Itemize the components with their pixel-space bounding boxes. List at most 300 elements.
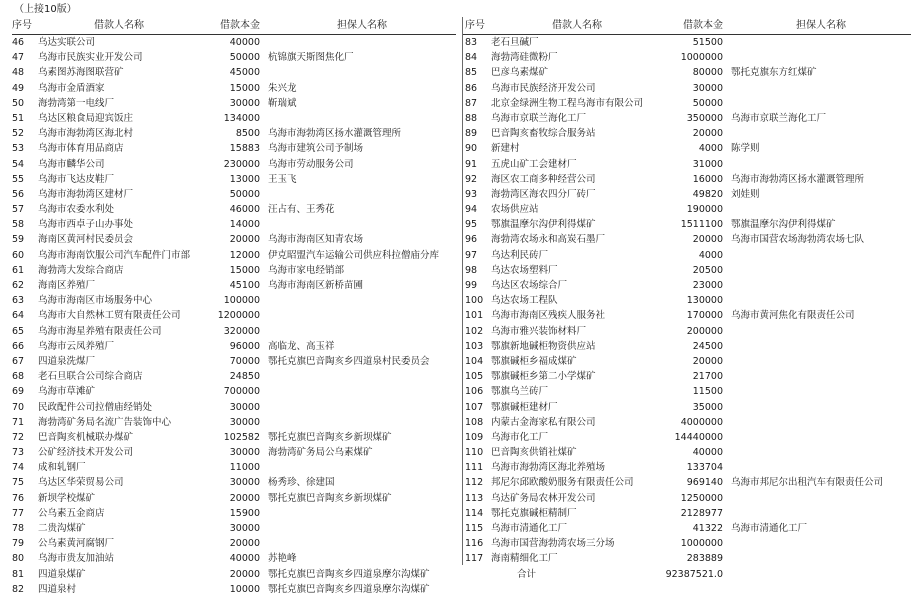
table-row	[463, 415, 911, 430]
left-table-body	[12, 35, 456, 597]
row-no: 88	[465, 112, 478, 124]
loan-amount: 49820	[692, 188, 723, 200]
table-row	[463, 293, 911, 308]
borrower-name: 民政配件公司拉僧庙经销处	[38, 401, 153, 413]
header-name: 借款人名称	[94, 20, 144, 31]
borrower-name: 乌海市清通化工厂	[491, 523, 568, 534]
row-no: 53	[12, 143, 25, 155]
table-row	[463, 111, 911, 126]
borrower-name: 乌达区粮食局迎宾饭庄	[38, 112, 134, 124]
guarantor-name	[262, 369, 456, 384]
guarantor-name	[725, 460, 911, 475]
header-amount: 借款本金	[683, 20, 723, 31]
right-table	[462, 17, 911, 580]
loan-amount: 20000	[692, 234, 723, 246]
loan-amount: 190000	[686, 204, 723, 216]
borrower-name: 乌达区华荣贸易公司	[38, 477, 124, 489]
table-row	[463, 324, 911, 339]
guarantor-name	[725, 536, 911, 551]
borrower-name: 海区农工商多种经营公司	[491, 173, 596, 185]
loan-amount: 700000	[223, 386, 260, 398]
borrower-name: 四道泉村	[38, 583, 77, 595]
guarantor-name: 伊克昭盟汽车运输公司供应科拉僧庙分库	[268, 249, 440, 261]
row-no: 102	[465, 325, 484, 337]
loan-amount: 20000	[229, 492, 260, 504]
guarantor-name	[725, 430, 911, 445]
row-no: 104	[465, 355, 484, 367]
guarantor-name	[262, 293, 456, 308]
borrower-name: 公乌素黄河腐钢厂	[38, 538, 115, 550]
guarantor-name: 汪占有、王秀花	[268, 204, 335, 216]
loan-amount: 96000	[229, 340, 260, 352]
loan-amount: 8500	[235, 128, 260, 140]
row-no: 105	[465, 371, 484, 383]
guarantor-name	[262, 111, 456, 126]
borrower-name: 鄂旗碱柜乡第二小学煤矿	[491, 371, 596, 383]
borrower-name: 乌海市草滩矿	[38, 386, 96, 398]
table-row	[463, 445, 911, 460]
guarantor-name	[725, 50, 911, 65]
loan-amount: 134000	[223, 112, 260, 124]
guarantor-name: 杨秀珍、徐建国	[268, 477, 335, 489]
guarantor-name	[725, 157, 911, 172]
guarantor-name	[725, 354, 911, 369]
borrower-name: 鄂旗温摩尔沟伊利得煤矿	[491, 219, 596, 231]
table-row	[463, 460, 911, 475]
table-row	[463, 475, 911, 490]
loan-amount: 14000	[229, 219, 260, 231]
guarantor-name: 陈学则	[731, 143, 760, 155]
loan-amount: 200000	[686, 325, 723, 337]
loan-amount: 12000	[229, 249, 260, 261]
row-no: 83	[465, 37, 478, 48]
borrower-name: 农场供应站	[491, 204, 539, 216]
guarantor-name: 高临龙、高玉祥	[268, 340, 335, 352]
guarantor-name: 鄂托克旗巴音陶亥乡四道泉村民委员会	[268, 355, 430, 367]
row-no: 85	[465, 67, 478, 79]
row-no: 77	[12, 507, 25, 519]
table-row	[463, 308, 911, 323]
guarantor-name	[725, 35, 911, 50]
loan-amount: 2128977	[680, 507, 723, 519]
guarantor-name	[262, 384, 456, 399]
table-row	[12, 35, 456, 50]
loan-amount: 230000	[223, 158, 260, 170]
borrower-name: 乌海市化工厂	[491, 431, 549, 443]
right-table-header	[463, 17, 911, 35]
borrower-name: 巴音陶亥供销社煤矿	[491, 447, 577, 459]
borrower-name: 老石旦碱厂	[491, 37, 539, 48]
row-no: 81	[12, 568, 25, 580]
loan-amount: 70000	[229, 355, 260, 367]
loan-amount: 31000	[692, 158, 723, 170]
borrower-name: 乌海市西卓子山办事处	[38, 219, 134, 231]
row-no: 114	[465, 507, 484, 519]
row-no: 50	[12, 97, 25, 109]
borrower-name: 四道泉洗煤厂	[38, 355, 96, 367]
guarantor-name: 鄂托克旗巴音陶亥乡新坝煤矿	[268, 492, 392, 504]
borrower-name: 邦尼尔邱欧酸奶服务有限责任公司	[491, 477, 634, 489]
table-row	[463, 536, 911, 551]
row-no: 106	[465, 386, 484, 398]
table-row	[12, 263, 456, 278]
borrower-name: 鄂旗新地碱柜物资供应站	[491, 340, 596, 352]
table-row	[463, 521, 911, 536]
guarantor-name	[262, 217, 456, 232]
borrower-name: 乌达利民砖厂	[491, 249, 549, 261]
loan-amount: 51500	[692, 37, 723, 48]
loan-amount: 45000	[229, 67, 260, 79]
guarantor-name: 乌海市海南区知青农场	[268, 234, 364, 246]
borrower-name: 乌海市云凤养殖厂	[38, 340, 115, 352]
row-no: 61	[12, 264, 25, 276]
row-no: 103	[465, 340, 484, 352]
row-no: 75	[12, 477, 25, 489]
total-label: 合计	[517, 568, 537, 580]
loan-amount: 30000	[692, 82, 723, 94]
guarantor-name	[262, 400, 456, 415]
loan-amount: 30000	[229, 447, 260, 459]
borrower-name: 海勃湾农场永和高炭石墨厂	[491, 234, 606, 246]
borrower-name: 乌达实联公司	[38, 37, 96, 48]
borrower-name: 海勃湾硅微粉厂	[491, 52, 558, 64]
guarantor-name	[725, 551, 911, 566]
row-no: 72	[12, 431, 25, 443]
table-row	[463, 187, 911, 202]
borrower-name: 海勃湾区海农四分厂砖厂	[491, 188, 596, 200]
borrower-name: 乌海市海南区市场服务中心	[38, 295, 153, 307]
loan-amount: 20000	[229, 234, 260, 246]
table-row	[463, 157, 911, 172]
loan-amount: 320000	[223, 325, 260, 337]
table-row	[463, 430, 911, 445]
table-row	[12, 460, 456, 475]
loan-amount: 24850	[229, 371, 260, 383]
row-no: 90	[465, 143, 478, 155]
table-row	[463, 400, 911, 415]
borrower-name: 乌海市海勃湾区海北养殖场	[491, 462, 606, 474]
loan-amount: 133704	[686, 462, 723, 474]
guarantor-name: 靳瑞斌	[268, 97, 297, 109]
guarantor-name	[262, 521, 456, 536]
loan-amount: 350000	[686, 112, 723, 124]
loan-amount: 20000	[229, 568, 260, 580]
table-row	[463, 263, 911, 278]
borrower-name: 乌达区农场综合厂	[491, 280, 568, 291]
row-no: 86	[465, 82, 478, 94]
borrower-name: 鄂旗碱柜乡福成煤矿	[491, 355, 577, 367]
table-row	[12, 81, 456, 96]
loan-amount: 1511100	[680, 219, 723, 231]
row-no: 47	[12, 52, 25, 64]
loan-amount: 50000	[229, 188, 260, 200]
loan-amount: 13000	[229, 173, 260, 185]
borrower-name: 老石旦联合公司综合商店	[38, 371, 143, 383]
row-no: 87	[465, 97, 478, 109]
guarantor-name	[725, 248, 911, 263]
table-row	[463, 339, 911, 354]
row-no: 65	[12, 325, 25, 337]
loan-amount: 1000000	[680, 538, 723, 550]
loan-amount: 30000	[229, 97, 260, 109]
loan-amount: 41322	[692, 523, 723, 534]
table-row	[463, 65, 911, 80]
loan-amount: 4000	[698, 249, 723, 261]
loan-amount: 35000	[692, 401, 723, 413]
guarantor-name	[725, 263, 911, 278]
guarantor-name: 刘娃则	[731, 188, 760, 200]
loan-amount: 20000	[692, 128, 723, 140]
borrower-name: 乌海市金盾酒家	[38, 82, 105, 94]
borrower-name: 成和轧钢厂	[38, 462, 86, 474]
row-no: 89	[465, 128, 478, 140]
loan-amount: 50000	[692, 97, 723, 109]
guarantor-name: 乌海市海勃湾区扬水灌溉管理所	[268, 128, 402, 140]
borrower-name: 新坝学校煤矿	[38, 492, 96, 504]
borrower-name: 海勃湾第一电线厂	[38, 97, 115, 109]
guarantor-name	[262, 415, 456, 430]
table-row	[463, 506, 911, 521]
row-no: 92	[465, 173, 478, 185]
row-no: 93	[465, 188, 478, 200]
loan-amount: 11000	[229, 462, 260, 474]
loan-amount: 50000	[229, 52, 260, 64]
loan-amount: 15883	[229, 143, 260, 155]
borrower-name: 海勃湾矿务局名流广告装饰中心	[38, 416, 172, 428]
row-no: 111	[465, 462, 484, 474]
borrower-name: 乌海市体育用品商店	[38, 143, 124, 155]
borrower-name: 乌海市大自然林工贸有限责任公司	[38, 310, 181, 322]
guarantor-name: 鄂托克旗巴音陶亥乡四道泉摩尔沟煤矿	[268, 583, 430, 595]
borrower-name: 乌海市农委水利处	[38, 204, 115, 216]
row-no: 100	[465, 295, 484, 307]
table-row	[12, 400, 456, 415]
guarantor-name	[725, 400, 911, 415]
left-table-header	[12, 17, 456, 35]
table-row	[12, 96, 456, 111]
loan-amount: 170000	[686, 310, 723, 322]
row-no: 99	[465, 280, 478, 291]
table-row	[12, 384, 456, 399]
guarantor-name: 朱兴龙	[268, 82, 297, 94]
guarantor-name	[262, 308, 456, 323]
row-no: 62	[12, 280, 25, 291]
guarantor-name	[725, 369, 911, 384]
row-no: 79	[12, 538, 25, 550]
loan-amount: 40000	[692, 447, 723, 459]
loan-amount: 4000000	[680, 416, 723, 428]
table-row	[12, 324, 456, 339]
table-row	[463, 50, 911, 65]
loan-amount: 1000000	[680, 52, 723, 64]
guarantor-name	[725, 202, 911, 217]
row-no: 66	[12, 340, 25, 352]
row-no: 76	[12, 492, 25, 504]
table-row	[12, 187, 456, 202]
loan-amount: 1200000	[217, 310, 260, 322]
loan-amount: 30000	[229, 401, 260, 413]
table-row	[12, 308, 456, 323]
guarantor-name	[725, 324, 911, 339]
guarantor-name: 乌海市邦尼尔出租汽车有限责任公司	[731, 477, 884, 489]
guarantor-name	[725, 491, 911, 506]
row-no: 109	[465, 431, 484, 443]
loan-amount: 969140	[686, 477, 723, 489]
borrower-name: 乌海市民族实业开发公司	[38, 52, 143, 64]
borrower-name: 海南精细化工厂	[491, 553, 558, 565]
row-no: 98	[465, 264, 478, 276]
header-guarantor: 担保人名称	[796, 20, 846, 31]
borrower-name: 巴音陶亥畜牧综合服务站	[491, 128, 596, 140]
guarantor-name: 海勃湾矿务局公乌素煤矿	[268, 447, 373, 459]
table-row	[12, 157, 456, 172]
row-no: 48	[12, 67, 25, 79]
guarantor-name: 乌海市海南区新桥苗圃	[268, 280, 364, 291]
loan-amount: 24500	[692, 340, 723, 352]
loan-amount: 40000	[229, 553, 260, 565]
header-name: 借款人名称	[552, 20, 602, 31]
table-row	[12, 430, 456, 445]
table-row	[12, 248, 456, 263]
borrower-name: 乌海市民族经济开发公司	[491, 82, 596, 94]
borrower-name: 鄂旗乌兰砖厂	[491, 386, 549, 398]
loan-amount: 1250000	[680, 492, 723, 504]
table-row	[463, 384, 911, 399]
loan-amount: 30000	[229, 523, 260, 534]
table-row	[463, 278, 911, 293]
row-no: 59	[12, 234, 25, 246]
borrower-name: 乌达矿务局农林开发公司	[491, 492, 596, 504]
borrower-name: 公矿经济技术开发公司	[38, 447, 134, 459]
loan-amount: 100000	[223, 295, 260, 307]
row-no: 64	[12, 310, 25, 322]
row-no: 56	[12, 188, 25, 200]
row-no: 55	[12, 173, 25, 185]
row-no: 110	[465, 447, 484, 459]
row-no: 67	[12, 355, 25, 367]
guarantor-name: 乌海市劳动服务公司	[268, 158, 354, 170]
row-no: 52	[12, 128, 25, 140]
left-table	[12, 17, 456, 597]
row-no: 71	[12, 416, 25, 428]
total-row	[463, 567, 911, 582]
header-no: 序号	[465, 20, 485, 31]
table-row	[12, 506, 456, 521]
guarantor-name	[725, 293, 911, 308]
total-amount: 92387521.0	[665, 568, 723, 580]
table-row	[12, 521, 456, 536]
table-row	[12, 369, 456, 384]
guarantor-name	[725, 81, 911, 96]
table-row	[12, 339, 456, 354]
borrower-name: 公乌素五金商店	[38, 507, 105, 519]
borrower-name: 乌海市海星养殖有限责任公司	[38, 325, 162, 337]
borrower-name: 乌海市海勃湾区建材厂	[38, 188, 134, 200]
row-no: 58	[12, 219, 25, 231]
guarantor-name	[262, 536, 456, 551]
guarantor-name: 鄂托克旗巴音陶亥乡新坝煤矿	[268, 431, 392, 443]
row-no: 46	[12, 37, 25, 48]
guarantor-name: 乌海市国营农场海勃湾农场七队	[731, 234, 865, 246]
loan-amount: 4000	[698, 143, 723, 155]
row-no: 95	[465, 219, 478, 231]
loan-amount: 21700	[692, 371, 723, 383]
row-no: 74	[12, 462, 25, 474]
loan-amount: 30000	[229, 477, 260, 489]
row-no: 69	[12, 386, 25, 398]
table-row	[463, 551, 911, 566]
table-row	[12, 202, 456, 217]
borrower-name: 鄂托克旗碱柜精制厂	[491, 507, 577, 519]
row-no: 80	[12, 553, 25, 565]
borrower-name: 乌海市国营海勃湾农场三分场	[491, 538, 615, 550]
table-row	[463, 491, 911, 506]
guarantor-name: 乌海市清通化工厂	[731, 523, 808, 534]
guarantor-name	[262, 35, 456, 50]
row-no: 108	[465, 416, 484, 428]
loan-amount: 16000	[692, 173, 723, 185]
guarantor-name	[262, 506, 456, 521]
table-row	[12, 582, 456, 597]
loan-amount: 46000	[229, 204, 260, 216]
borrower-name: 乌海市飞达皮鞋厂	[38, 173, 115, 185]
table-row	[12, 536, 456, 551]
table-row	[12, 293, 456, 308]
loan-amount: 20500	[692, 264, 723, 276]
table-row	[12, 217, 456, 232]
borrower-name: 乌素图苏海图联营矿	[38, 67, 124, 79]
loan-amount: 15000	[229, 264, 260, 276]
row-no: 107	[465, 401, 484, 413]
table-row	[463, 369, 911, 384]
table-row	[463, 232, 911, 247]
borrower-name: 巴彦乌素煤矿	[491, 67, 549, 79]
guarantor-name	[262, 65, 456, 80]
guarantor-name	[725, 339, 911, 354]
row-no: 49	[12, 82, 25, 94]
table-row	[463, 141, 911, 156]
borrower-name: 巴音陶亥机械联办煤矿	[38, 431, 134, 443]
table-row	[12, 141, 456, 156]
borrower-name: 乌海市京联兰海化工厂	[491, 112, 587, 124]
borrower-name: 乌达农场工程队	[491, 295, 558, 307]
borrower-name: 海南区黄河村民委员会	[38, 234, 134, 246]
borrower-name: 乌达农场塑料厂	[491, 264, 558, 276]
table-row	[463, 96, 911, 111]
loan-amount: 14440000	[674, 431, 723, 443]
row-no: 60	[12, 249, 25, 261]
table-row	[463, 35, 911, 50]
table-row	[12, 50, 456, 65]
guarantor-name: 乌海市黄河焦化有限责任公司	[731, 310, 855, 322]
table-row	[12, 172, 456, 187]
loan-amount: 23000	[692, 280, 723, 291]
loan-amount: 20000	[229, 538, 260, 550]
loan-amount: 80000	[692, 67, 723, 79]
table-row	[463, 172, 911, 187]
table-row	[12, 65, 456, 80]
loan-amount: 283889	[686, 553, 723, 565]
table-row	[12, 278, 456, 293]
row-no: 101	[465, 310, 484, 322]
loan-amount: 20000	[692, 355, 723, 367]
borrower-name: 海勃湾大发综合商店	[38, 264, 124, 276]
row-no: 73	[12, 447, 25, 459]
table-row	[463, 217, 911, 232]
borrower-name: 新建村	[491, 143, 520, 155]
row-no: 94	[465, 204, 478, 216]
row-no: 97	[465, 249, 478, 261]
